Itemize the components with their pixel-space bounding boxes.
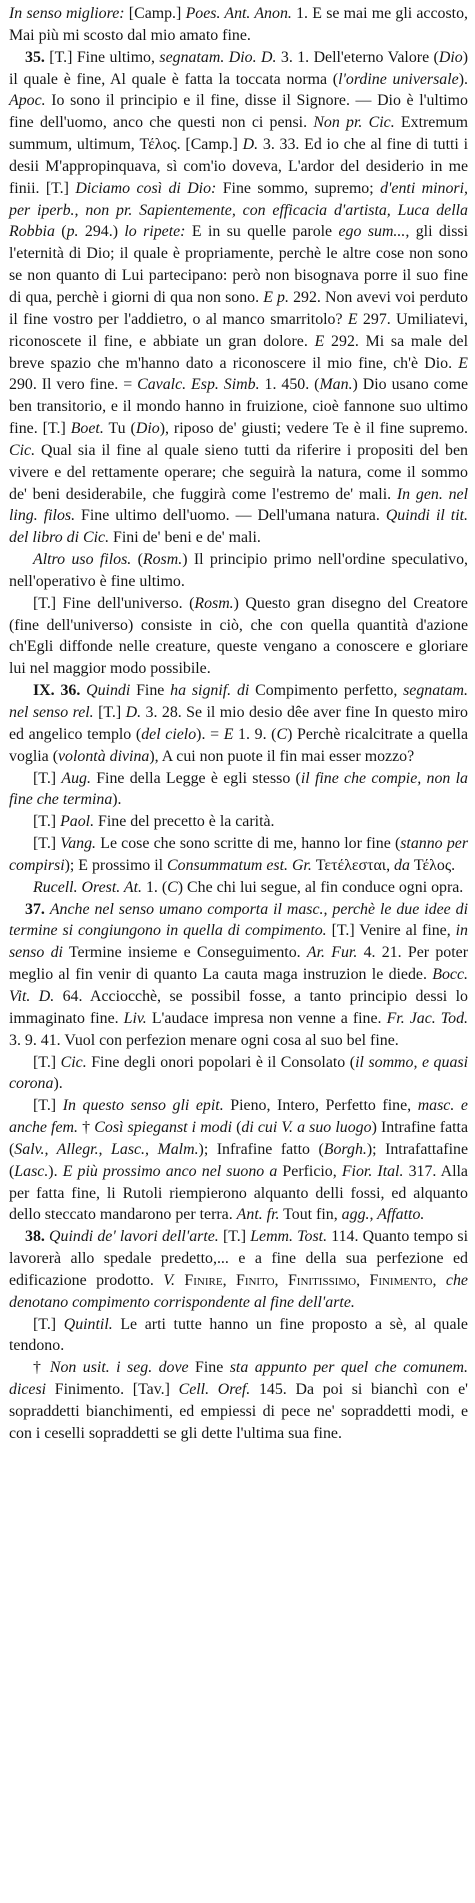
text-segment: Man. — [319, 376, 353, 394]
entry-paragraph-cic — [9, 1052, 468, 1096]
text-segment: 3. 1. Dell'eterno Valore ( — [276, 48, 439, 66]
text-segment: [T.] — [33, 1315, 64, 1333]
text-segment: Cic. — [60, 1053, 87, 1071]
text-segment: Io sono il principio e il fine, disse il Signore. — Dio è l'ultimo fine dell'uomo, anco che questi non ci pensi. — [9, 92, 468, 132]
text-segment: Quindi — [86, 682, 131, 700]
text-segment: Bocc. Vit. D. — [9, 966, 468, 1005]
text-segment: lo ripete: — [124, 223, 186, 241]
text-segment: Dio — [135, 420, 160, 438]
text-segment: E — [314, 332, 325, 350]
text-segment: ego sum..., — [338, 223, 410, 241]
text-segment: Perficio, — [277, 1162, 342, 1180]
text-segment: E — [347, 310, 358, 328]
text-segment: L'audace impresa non venne a fine. — [146, 1009, 387, 1027]
entry-paragraph-rucell — [9, 877, 468, 899]
text-segment: ). — [112, 791, 122, 809]
text-segment: Ar. Fur. — [306, 944, 358, 962]
entry-paragraph-fine-universo — [9, 593, 468, 680]
text-segment: Diciamo così di Dio: — [75, 179, 217, 197]
text-segment: ); E prossimo il — [64, 856, 168, 874]
text-segment: E p. — [263, 288, 289, 306]
text-segment: ), A cui non puote il fin mai esser mozzo? — [149, 747, 415, 765]
text-segment: Tu ( — [103, 420, 136, 438]
text-segment: 145. Da poi si bianchì con e' sopraddetti bianchimenti, ed empiessi di pece ne' sopraddetti modi, e con i ceselli sopraddetti se gli dette l'ultima sua fine. — [9, 1381, 469, 1442]
text-segment: 1. E se mai me gli accosto, Mai più mi scosto dal mio amato fine. — [9, 5, 469, 44]
text-segment: 3. 9. 41. Vuol con perfezion menare ogni cosa al suo bel fine. — [9, 1031, 399, 1049]
text-segment: Così spieganst i modi — [94, 1119, 232, 1137]
text-segment: 290. Il vero fine. = — [9, 376, 138, 394]
text-segment: Quindi il tit. del libro di Cic. — [9, 507, 469, 547]
text-segment — [436, 1272, 445, 1289]
text-segment: † — [77, 1119, 95, 1137]
text-segment: ) Il principio primo nell'ordine speculativo, nell'operativo è fine ultimo. — [9, 551, 468, 590]
text-segment: In senso migliore: — [9, 5, 125, 22]
text-segment: ( — [54, 223, 67, 241]
text-segment: Le arti tutte hanno un fine proposto a sè, al quale tendono. — [9, 1315, 468, 1355]
text-segment: volontà divina — [57, 747, 150, 765]
text-segment: D. — [125, 704, 142, 721]
text-segment: 317. Alla per fatta fine, li Rutoli riempierono alquanto delli fossi, ed alquanto dello steccato mandarono per terra. — [9, 1162, 468, 1224]
text-segment: ) Dio usano come ben transitorio, e il mondo hanno in fruizione, cioè fannone suo ultimo fine. [T.] — [9, 376, 468, 438]
text-segment: ha signif. di — [170, 682, 250, 700]
text-segment: ). — [48, 1162, 63, 1180]
text-segment: sta appunto per quel che comunem. dicesi — [9, 1359, 468, 1399]
text-segment: di cui V. a suo luogo — [241, 1119, 372, 1137]
text-segment: Consummatum est. Gr. — [167, 856, 312, 874]
text-segment: Boet. — [70, 420, 104, 438]
text-segment: Τετέλεσται, — [311, 856, 395, 874]
text-segment: Anche nel senso umano comporta il masc., perchè le due idee di termine si congiungono in quella di compimento. — [9, 900, 468, 940]
entry-paragraph-35 — [9, 47, 468, 549]
text-segment: Fine — [130, 682, 171, 700]
text-segment: 294.) — [78, 223, 125, 241]
text-segment: Fine degli onori popolari è il Consolato ( — [86, 1053, 356, 1071]
text-segment: Le cose che sono scritte di me, hanno lor fine ( — [96, 835, 401, 853]
text-segment: Fine — [188, 1359, 230, 1377]
text-segment: 3. 28. Se il mio desio dêe aver fine In questo miro ed angelico templo ( — [9, 704, 468, 743]
text-segment: Lemm. Tost. — [250, 1228, 328, 1246]
text-segment: ) il quale è fine, Al quale è fatta la toccata norma ( — [9, 48, 468, 88]
entry-paragraph-paol — [9, 811, 468, 833]
text-segment: IX. 36. — [33, 682, 81, 700]
text-segment: Cic. — [9, 441, 36, 459]
text-segment: [T.] Venire al fine, — [326, 922, 456, 940]
entry-paragraph-intro — [9, 3, 468, 47]
entry-paragraph-38 — [9, 1226, 468, 1313]
text-segment: in senso di — [9, 922, 468, 962]
text-segment: Cell. Oref. — [178, 1381, 251, 1399]
entry-paragraph-non-usit — [9, 1357, 468, 1444]
text-segment: ). = — [196, 725, 224, 743]
text-segment: ( — [231, 1119, 242, 1137]
text-segment: [T.] — [33, 769, 62, 787]
text-segment: Borgh. — [323, 1140, 367, 1158]
text-segment: del cielo — [141, 725, 197, 743]
text-segment: [T.] — [33, 1053, 61, 1071]
text-segment: [T.] — [33, 1097, 63, 1115]
text-segment: [T.] — [33, 835, 61, 853]
text-segment: Rosm. — [142, 551, 183, 569]
text-segment: Paol. — [60, 813, 95, 831]
text-segment: che denotano compimento corrispondente al fine dell'arte. — [9, 1271, 468, 1311]
text-segment: Pieno, Intero, Perfetto fine, — [223, 1097, 418, 1115]
text-segment: In questo senso gli epit. — [62, 1097, 224, 1115]
text-segment: Fine ultimo dell'uomo. — Dell'umana natura. — [75, 507, 386, 525]
text-segment: In gen. nel ling. filos. — [9, 485, 468, 525]
text-segment: ) Intrafine fatta ( — [9, 1119, 469, 1158]
text-segment: [T.] — [33, 813, 61, 831]
entry-paragraph-epit — [9, 1095, 468, 1226]
text-segment: [T.] Fine ultimo, — [44, 48, 160, 66]
text-segment: Fine sommo, supremo; — [216, 179, 381, 197]
text-segment: C — [167, 878, 178, 896]
text-segment: Poes. Ant. Anon. — [185, 5, 292, 22]
text-segment: Altro uso filos. — [33, 551, 132, 569]
text-segment: V. — [163, 1271, 175, 1289]
text-segment: ); Infrafine fatto ( — [198, 1140, 324, 1158]
text-segment: ). — [53, 1075, 63, 1093]
text-segment: 64. Acciocchè, se possibil fosse, a tanto principio dessi lo immaginato fine. — [9, 987, 468, 1027]
text-segment: 3. 33. Ed io che al fine di tutti i desii M'appropinquava, sì com'io doveva, L'ardor del desiderio in me finii. [T.] — [9, 136, 469, 197]
text-segment: Fine del precetto è la carità. — [94, 813, 275, 831]
text-segment: ) Perchè ricalcitrate a quella voglia ( — [9, 725, 469, 765]
text-segment: Finimento. [Tav.] — [46, 1381, 179, 1399]
text-segment: ). — [458, 70, 468, 88]
entry-paragraph-36 — [9, 680, 468, 767]
text-segment: ) Che chi lui segue, al fin conduce ogni opra. — [177, 878, 464, 896]
text-segment: p. — [66, 223, 79, 241]
text-segment: Rosm. — [194, 594, 234, 612]
text-segment: [Camp.] — [124, 5, 186, 22]
text-segment: Finire, Finito, Finitissimo, Finimento, — [184, 1271, 437, 1289]
entry-paragraph-37 — [9, 899, 468, 1052]
text-segment: da — [394, 856, 410, 874]
text-segment: D. — [242, 136, 259, 154]
text-segment: Extremum summum, ultimum, Τέλος. [Camp.] — [9, 114, 468, 154]
text-segment: Vang. — [60, 835, 97, 853]
text-segment: 35. — [25, 48, 45, 66]
text-segment: Quintil. — [63, 1315, 113, 1333]
text-segment: segnatam. nel senso rel. — [9, 682, 468, 721]
text-segment: ( — [131, 551, 143, 569]
text-segment: E — [223, 725, 234, 743]
text-segment: stanno per compirsi — [9, 835, 469, 874]
text-segment: 38. — [25, 1228, 45, 1246]
entry-paragraph-aug — [9, 768, 468, 812]
entry-paragraph-vang — [9, 833, 468, 877]
text-segment: 4. 21. Per poter meglio al fin venir di quanto La cauta maga instruzion le diede. — [9, 944, 468, 984]
text-segment: 297. Umiliatevi, riconoscete il fine, e abbiate un gran dolore. — [9, 310, 468, 350]
text-segment: C — [276, 725, 288, 743]
entry-paragraph-altro-uso — [9, 549, 468, 593]
text-segment: gli dissi l'eternità di Dio; il quale è propriamente, perchè le altre cose non sono se non quanto di Lui partecipano: però non bisognava porre il suo fine di qua, perchè i giorni di qua non sono. — [9, 223, 469, 306]
text-segment — [175, 1272, 184, 1289]
text-segment: 292. Non avevi voi perduto il fine vostro per l'addietro, o al manco smarritolo? — [9, 288, 468, 328]
text-segment: l'ordine universale — [338, 70, 459, 88]
text-segment: 37. — [25, 900, 45, 918]
text-segment: E — [458, 354, 468, 372]
text-segment: 114. Quanto tempo si lavorerà allo spedale predetto,... e a fine della sua perfezione ed edificazione prodotto. — [9, 1228, 468, 1289]
text-segment: Fr. Jac. Tod. — [386, 1009, 469, 1027]
text-segment: Termine insieme e Conseguimento. — [62, 944, 307, 962]
text-segment: il sommo, e quasi corona — [9, 1053, 468, 1093]
text-segment: Salv., Allegr., Lasc., Malm. — [14, 1140, 199, 1158]
text-segment: Cavalc. Esp. Simb. — [137, 376, 260, 394]
text-segment: 1. 450. ( — [259, 376, 320, 394]
text-segment: [T.] — [93, 704, 126, 721]
text-segment: † — [33, 1359, 50, 1377]
text-segment: d'enti minori, per iperb., non pr. Sapientemente, con efficacia d'artista, Luca della Robbia — [9, 179, 468, 241]
text-segment: Qual sia il fine al quale sieno tutti da riferire i propositi del ben vivere e del rettamente operare; che seguirà la natura, come il sommo de' beni desiderabile, che fuggirà come l'estremo de' mali. — [9, 441, 468, 503]
text-segment: Tout fin, — [279, 1206, 342, 1224]
text-segment: Τέλος. — [409, 856, 456, 874]
text-segment: Quindi de' lavori dell'arte. — [49, 1228, 219, 1246]
text-segment: ), riposo de' giusti; vedere Te è il fine supremo. — [159, 420, 468, 438]
text-segment: Fini de' beni e de' mali. — [109, 529, 261, 547]
text-segment: il fine che compie, non la fine che termina — [9, 769, 468, 809]
text-segment: Fior. Ital. — [341, 1162, 404, 1180]
text-segment: Ant. fr. — [236, 1206, 280, 1224]
entry-paragraph-quintil — [9, 1314, 468, 1358]
text-segment: agg., Affatto. — [341, 1206, 425, 1224]
text-segment: 1. ( — [142, 878, 168, 896]
text-segment: [T.] Fine dell'universo. ( — [33, 594, 195, 612]
text-segment: 292. Mi sa male del breve spazio che m'hanno dato a riconoscere il mio fine, ch'è Dio. — [9, 332, 468, 372]
text-segment: Non pr. Cic. — [313, 114, 395, 132]
text-segment: 1. 9. ( — [233, 725, 277, 743]
text-segment: Rucell. Orest. At. — [33, 878, 143, 896]
text-segment: [T.] — [218, 1228, 251, 1246]
text-segment: E in su quelle parole — [185, 223, 339, 241]
text-segment: ) Questo gran disegno del Creatore (fine dell'universo) consiste in ciò, che con quella quantità d'azione ch'Egli diffonde nelle creature, queste vengano a conoscere e gloriare lui nel maggior modo possibile. — [9, 594, 468, 678]
text-segment: Fine della Legge è egli stesso ( — [90, 769, 301, 787]
text-segment: segnatam. Dio. D. — [159, 48, 277, 66]
text-segment: Non usit. i seg. dove — [49, 1359, 189, 1377]
text-segment: Liv. — [123, 1009, 147, 1027]
text-segment: Aug. — [61, 769, 91, 787]
text-segment: Dio — [438, 48, 463, 66]
text-segment: masc. e anche fem. — [9, 1097, 468, 1137]
text-segment: Apoc. — [9, 92, 46, 110]
text-segment: E più prossimo anco nel suono a — [62, 1162, 278, 1180]
text-segment: ); Intrafattafine ( — [9, 1140, 468, 1180]
text-segment: Lasc. — [14, 1162, 49, 1180]
text-segment: Compimento perfetto, — [249, 682, 404, 700]
